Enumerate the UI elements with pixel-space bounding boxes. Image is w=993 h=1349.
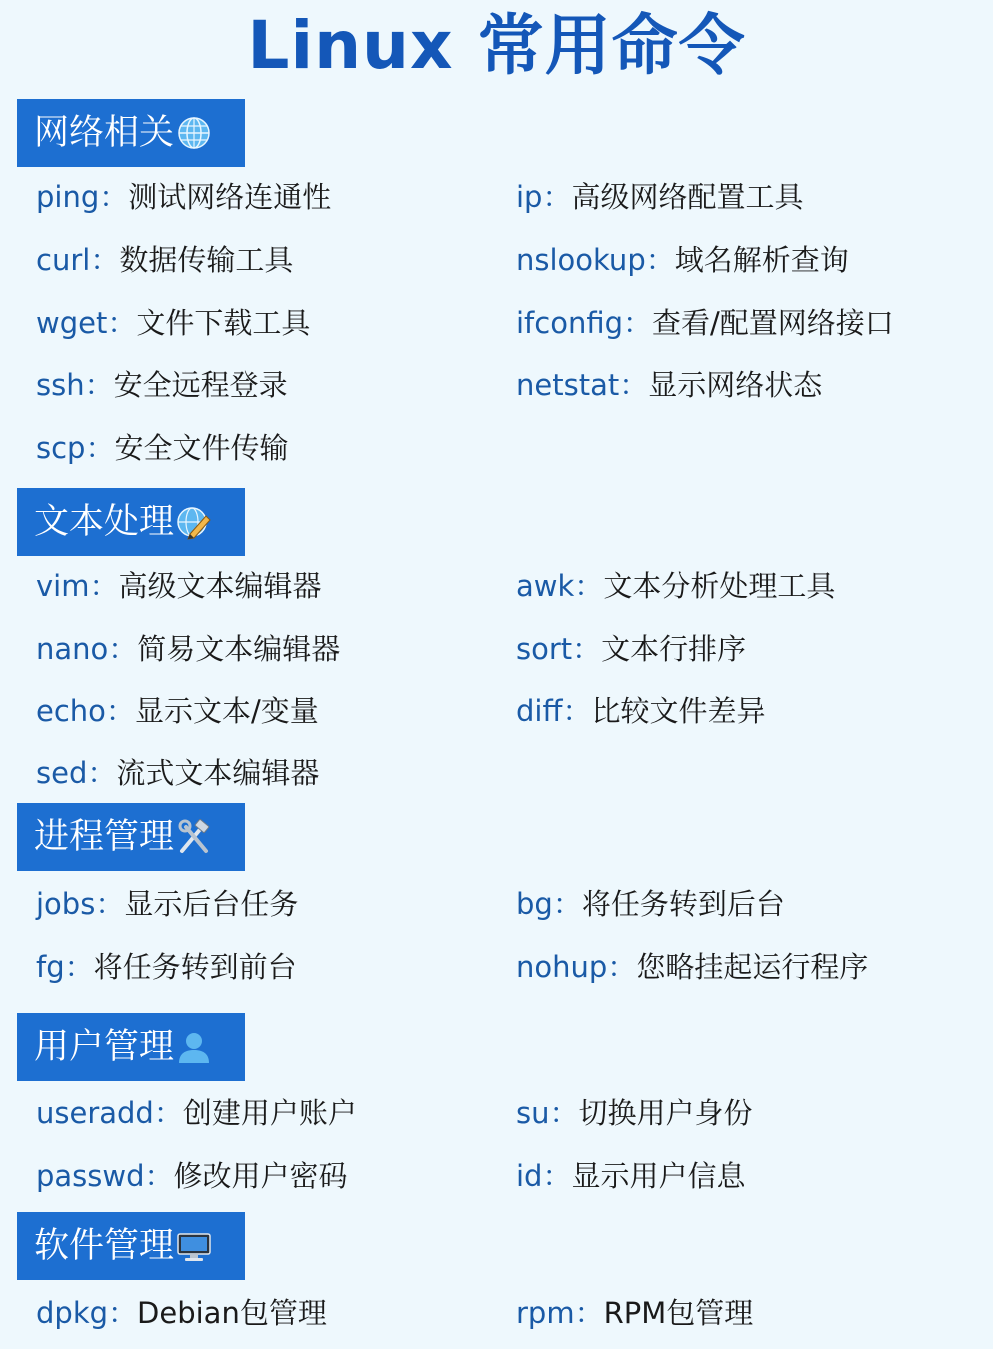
command-description: RPM包管理 — [603, 1296, 754, 1330]
command-row — [36, 753, 319, 793]
command-name: sed — [36, 756, 88, 790]
command-row — [516, 365, 822, 405]
command-name: scp — [36, 431, 86, 465]
command-row — [516, 947, 868, 987]
command-name: ping — [36, 180, 100, 214]
command-name: id — [516, 1159, 543, 1193]
command-description: 测试网络连通性 — [128, 180, 332, 214]
command-description: 显示后台任务 — [124, 887, 299, 921]
globe-pencil-icon — [176, 504, 212, 540]
command-row — [516, 303, 894, 343]
command-name: awk — [516, 569, 575, 603]
command-description: 文本行排序 — [601, 632, 747, 666]
command-separator: ： — [574, 569, 604, 603]
command-separator: ： — [108, 1296, 138, 1330]
command-description: 您略挂起运行程序 — [636, 950, 869, 984]
section-header — [17, 99, 245, 167]
command-row — [36, 177, 331, 217]
command-separator: ： — [85, 431, 115, 465]
section-heading: 用户管理 — [34, 1027, 175, 1067]
command-description: 高级网络配置工具 — [571, 180, 804, 214]
command-row — [36, 884, 298, 924]
command-separator: ： — [153, 1096, 183, 1130]
command-description: 显示用户信息 — [571, 1159, 746, 1193]
command-description: 切换用户身份 — [578, 1096, 753, 1130]
command-separator: ： — [607, 950, 637, 984]
command-name: nano — [36, 632, 109, 666]
command-row — [36, 365, 288, 405]
command-name: netstat — [516, 368, 620, 402]
command-row — [516, 884, 785, 924]
command-description: 修改用户密码 — [173, 1159, 348, 1193]
command-description: 显示文本/变量 — [134, 694, 319, 728]
command-row — [36, 1293, 327, 1333]
section-header — [17, 803, 245, 871]
command-description: 高级文本编辑器 — [118, 569, 322, 603]
command-separator: ： — [623, 306, 653, 340]
section-heading: 网络相关 — [34, 113, 175, 153]
command-name: nohup — [516, 950, 608, 984]
command-description: 创建用户账户 — [182, 1096, 357, 1130]
command-row — [36, 566, 322, 606]
command-separator: ： — [89, 569, 119, 603]
section-header — [17, 1212, 245, 1280]
command-row — [516, 1093, 753, 1133]
command-separator: ： — [95, 887, 125, 921]
command-row — [516, 240, 849, 280]
command-description: 文件下载工具 — [136, 306, 311, 340]
command-name: jobs — [36, 887, 96, 921]
section-heading: 文本处理 — [34, 502, 175, 542]
command-separator: ： — [645, 243, 675, 277]
command-name: useradd — [36, 1096, 154, 1130]
command-name: fg — [36, 950, 65, 984]
command-row — [516, 629, 746, 669]
command-description: 比较文件差异 — [591, 694, 766, 728]
command-row — [36, 240, 293, 280]
command-separator: ： — [105, 694, 135, 728]
page-title: Linux 常用命令 — [247, 7, 746, 84]
monitor-icon — [176, 1228, 212, 1264]
command-name: passwd — [36, 1159, 145, 1193]
section-heading: 软件管理 — [34, 1226, 175, 1266]
command-separator: ： — [84, 368, 114, 402]
command-separator: ： — [562, 694, 592, 728]
command-row — [516, 1293, 753, 1333]
command-separator: ： — [542, 180, 572, 214]
command-name: diff — [516, 694, 563, 728]
command-description: 安全文件传输 — [114, 431, 289, 465]
command-description: 显示网络状态 — [648, 368, 823, 402]
command-description: 安全远程登录 — [113, 368, 288, 402]
command-row — [516, 566, 835, 606]
command-description: 查看/配置网络接口 — [652, 306, 894, 340]
hammer-wrench-icon — [176, 819, 212, 855]
command-separator: ： — [90, 243, 120, 277]
command-name: bg — [516, 887, 553, 921]
command-row — [36, 1093, 357, 1133]
command-description: 简易文本编辑器 — [137, 632, 341, 666]
command-name: wget — [36, 306, 108, 340]
command-separator: ： — [574, 1296, 604, 1330]
command-description: 将任务转到后台 — [581, 887, 785, 921]
command-description: 文本分析处理工具 — [603, 569, 836, 603]
command-description: Debian包管理 — [137, 1296, 327, 1330]
command-name: ifconfig — [516, 306, 624, 340]
command-row — [36, 691, 319, 731]
command-name: rpm — [516, 1296, 575, 1330]
command-separator: ： — [542, 1159, 572, 1193]
command-name: dpkg — [36, 1296, 109, 1330]
command-name: su — [516, 1096, 550, 1130]
command-name: curl — [36, 243, 91, 277]
command-separator: ： — [107, 306, 137, 340]
command-row — [516, 691, 765, 731]
command-row — [36, 1156, 348, 1196]
command-separator: ： — [108, 632, 138, 666]
command-row — [36, 303, 310, 343]
command-name: sort — [516, 632, 573, 666]
section-header — [17, 488, 245, 556]
section-heading: 进程管理 — [34, 817, 175, 857]
command-separator: ： — [64, 950, 94, 984]
command-name: echo — [36, 694, 106, 728]
command-separator: ： — [552, 887, 582, 921]
command-description: 域名解析查询 — [674, 243, 849, 277]
command-separator: ： — [99, 180, 129, 214]
command-separator: ： — [144, 1159, 174, 1193]
command-name: vim — [36, 569, 90, 603]
globe-icon — [176, 115, 212, 151]
command-name: ssh — [36, 368, 85, 402]
section-header — [17, 1013, 245, 1081]
command-row — [516, 1156, 746, 1196]
command-description: 将任务转到前台 — [93, 950, 297, 984]
user-icon — [176, 1029, 212, 1065]
command-separator: ： — [572, 632, 602, 666]
command-description: 流式文本编辑器 — [116, 756, 320, 790]
command-row — [36, 629, 340, 669]
command-description: 数据传输工具 — [119, 243, 294, 277]
command-row — [516, 177, 804, 217]
command-separator: ： — [549, 1096, 579, 1130]
command-name: ip — [516, 180, 543, 214]
command-row — [36, 947, 297, 987]
command-name: nslookup — [516, 243, 646, 277]
command-separator: ： — [87, 756, 117, 790]
command-row — [36, 428, 289, 468]
command-separator: ： — [619, 368, 649, 402]
